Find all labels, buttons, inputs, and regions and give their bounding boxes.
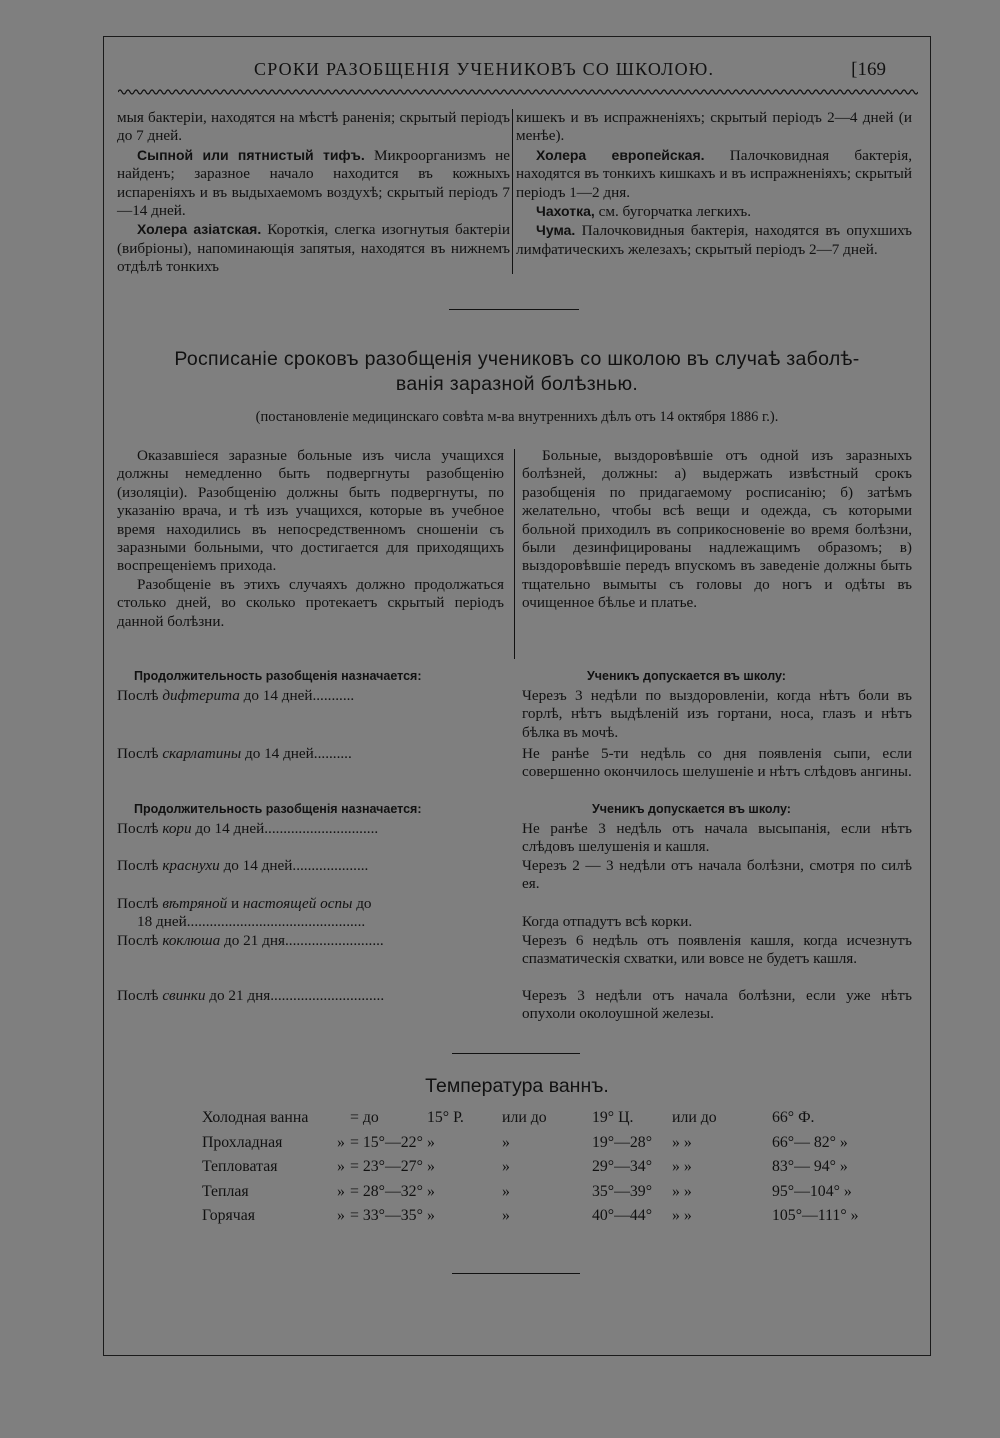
temperature-cell-q: »: [337, 1182, 345, 1200]
section-divider: [452, 1273, 580, 1274]
temperature-cell-q3: или до: [672, 1109, 717, 1126]
temperature-cell-name: Прохладная: [202, 1133, 283, 1151]
temperature-cell-q3: » »: [672, 1158, 692, 1175]
temperature-cell-name: Тепловатая: [202, 1158, 278, 1175]
term-prefix: Послѣ: [117, 857, 163, 874]
temperature-cell-r: »: [427, 1158, 435, 1175]
temperature-cell-f: 66° Ф.: [772, 1109, 815, 1126]
isolation-term: [117, 987, 502, 1005]
duration-heading: Продолжительность разобщенія назначается:: [134, 669, 422, 683]
leader-dots: ...............................................: [186, 913, 366, 931]
section-divider: [449, 309, 579, 310]
term-prefix: Послѣ: [117, 895, 163, 912]
temperature-cell-q3: » »: [672, 1133, 692, 1151]
term-duration: до 14 дней: [191, 820, 265, 837]
leader-dots: ..........: [313, 745, 352, 762]
temperature-cell-r: 15° Р.: [427, 1109, 464, 1126]
temperature-cell-c: 29°—34°: [592, 1158, 653, 1175]
disease-name: краснухи: [162, 857, 220, 874]
isolation-term: [117, 820, 502, 838]
term-duration: до 21 дня: [205, 987, 271, 1004]
temperature-cell-eq: = 15°—22°: [350, 1133, 423, 1151]
disease-entry: [516, 221, 912, 259]
term-conjunction: и: [227, 895, 243, 912]
admission-condition: Когда отпадутъ всѣ корки.: [522, 913, 693, 930]
temperature-cell-eq: = 33°—35°: [350, 1207, 423, 1224]
temperature-cell-q3: » »: [672, 1207, 692, 1224]
temperature-cell-c: 19°—28°: [592, 1133, 653, 1151]
temperature-cell-c: 19° Ц.: [592, 1109, 634, 1126]
disease-name: Холера европейская.: [536, 146, 705, 163]
disease-description: кишекъ и въ испражненіяхъ; скрытый періодъ 2—4 дней (и менѣе).: [516, 109, 912, 145]
section-divider: [452, 1053, 580, 1054]
top-left-column: [117, 109, 510, 277]
running-header: [104, 59, 930, 83]
temperature-cell-eq: = 23°—27°: [350, 1158, 423, 1175]
leader-dots: ...........: [312, 687, 355, 704]
isolation-term: [117, 895, 502, 932]
admission-condition: Не ранѣе 5-ти недѣль со дня появленія сыпи, если совершенно окончилось шелушеніе и нѣтъ слѣдовъ ангины.: [522, 745, 912, 781]
admission-heading: Ученикъ допускается въ школу:: [592, 802, 791, 816]
disease-name: Чума.: [536, 222, 576, 239]
disease-name: Сыпной или пятнистый тифъ.: [137, 146, 365, 163]
temperature-cell-name: Холодная ванна: [202, 1109, 309, 1126]
temperature-cell-q2: или до: [502, 1109, 547, 1126]
disease-name: настоящей оспы: [242, 895, 353, 912]
page-frame: [103, 36, 931, 1356]
disease-description: Микроорганизмъ не найденъ; заразное начало находится въ кожныхъ испареніяхъ и въ выдыхаемомъ воздухѣ; скрытый періодъ 7—14 дней.: [117, 146, 510, 220]
temperature-cell-c: 35°—39°: [592, 1182, 653, 1200]
term-prefix: Послѣ: [117, 687, 163, 704]
schedule-title: Росписаніе сроковъ разобщенія учениковъ со школою въ случаѣ заболѣ- ванія заразной болѣзнью.: [174, 348, 860, 395]
temperature-title: Температура ваннъ.: [425, 1075, 609, 1097]
disease-name: Холера азіатская.: [137, 221, 262, 238]
top-right-column: [516, 109, 912, 259]
intro-left: Оказавшіеся заразные больные изъ числа учащихся должны немедленно быть подвергнуты разобщенію (изоляціи). Разобщенію должны быть подвергнуты, по указанію врача, и тѣ изъ учащихся, которые въ учебное время находились въ непосредственномъ сношеніи съ заразными больными, что достигается для приходящихъ воспрещеніемъ прихода. Разобщеніе въ этихъ случаяхъ должно продолжаться столько дней, во сколько протекаетъ скрытый періодъ данной болѣзни.: [117, 447, 504, 630]
term-prefix: Послѣ: [117, 987, 163, 1004]
admission-condition: Не ранѣе 3 недѣль отъ начала высыпанія, если нѣтъ слѣдовъ шелушенія и кашля.: [522, 820, 912, 856]
term-prefix: Послѣ: [117, 932, 163, 949]
admission-condition: Черезъ 6 недѣль отъ появленія кашля, когда исчезнутъ спазматическія схватки, или вовсе не будетъ кашля.: [522, 932, 912, 968]
temperature-cell-c: 40°—44°: [592, 1207, 653, 1224]
temperature-cell-r: »: [427, 1182, 435, 1200]
temperature-cell-q2: »: [502, 1133, 510, 1151]
disease-entry: [117, 109, 510, 146]
temperature-cell-q2: »: [502, 1158, 510, 1175]
disease-entry: [117, 220, 510, 276]
leader-dots: ..............................: [264, 820, 379, 837]
leader-dots: ....................: [292, 857, 369, 874]
disease-entry: [117, 146, 510, 221]
isolation-term: [117, 745, 502, 763]
term-duration: до: [352, 895, 372, 912]
term-prefix: Послѣ: [117, 745, 163, 762]
isolation-term: [117, 857, 502, 875]
term-duration: 18 дней: [137, 913, 187, 931]
duration-heading: Продолжительность разобщенія назначается:: [134, 802, 422, 816]
disease-entry: [516, 146, 912, 202]
leader-dots: ..............................: [270, 987, 385, 1004]
disease-description: Палочковидныя бактерія, находятся въ опухшихъ лимфатическихъ железахъ; скрытый періодъ 2—7 дней.: [516, 222, 912, 258]
disease-name: Чахотка,: [536, 203, 595, 220]
disease-description: см. бугорчатка легкихъ.: [594, 203, 751, 221]
running-title: СРОКИ РАЗОБЩЕНІЯ УЧЕНИКОВЪ СО ШКОЛОЮ.: [254, 59, 715, 79]
temperature-cell-q: »: [337, 1133, 345, 1151]
temperature-cell-q2: »: [502, 1182, 510, 1200]
term-duration: до 14 дней: [241, 745, 314, 762]
temperature-cell-f: 66°— 82° »: [772, 1133, 848, 1151]
term-duration: до 14 дней: [219, 857, 293, 874]
disease-name: дифтерита: [162, 687, 240, 704]
temperature-cell-f: 83°— 94° »: [772, 1158, 848, 1175]
temperature-cell-q: »: [337, 1207, 345, 1224]
term-prefix: Послѣ: [117, 820, 163, 837]
temperature-cell-f: 105°—111° »: [772, 1207, 859, 1224]
temperature-cell-eq: = 28°—32°: [350, 1182, 423, 1200]
disease-entry: [516, 109, 912, 146]
disease-name: вѣтряной: [162, 895, 228, 912]
disease-entry: [516, 202, 912, 221]
temperature-cell-r: »: [427, 1207, 435, 1224]
disease-name: кори: [162, 820, 192, 837]
column-divider: [514, 449, 515, 659]
temperature-cell-f: 95°—104° »: [772, 1182, 852, 1200]
column-divider: [512, 109, 513, 274]
leader-dots: ..........................: [284, 932, 384, 949]
temperature-cell-r: »: [427, 1133, 435, 1151]
temperature-cell-eq: = до: [350, 1109, 379, 1126]
page-number: [169: [851, 59, 886, 80]
disease-name: свинки: [162, 987, 206, 1004]
temperature-cell-q3: » »: [672, 1182, 692, 1200]
temperature-cell-q: »: [337, 1158, 345, 1175]
temperature-cell-q2: »: [502, 1207, 510, 1224]
disease-name: коклюша: [162, 932, 221, 949]
admission-condition: Черезъ 3 недѣли по выздоровленіи, когда нѣтъ боли въ горлѣ, нѣтъ выдѣленій изъ гортани, носа, глазъ и нѣтъ бѣлка въ мочѣ.: [522, 687, 912, 741]
wavy-rule: [118, 87, 918, 97]
intro-right: Больные, выздоровѣвшіе отъ одной изъ заразныхъ болѣзней, должны: а) выдержать извѣстный срокъ разобщенія по придагаемому росписанію; б) затѣмъ желательно, чтобы всѣ вещи и одежда, съ которыми больной приходилъ въ соприкосновеніе во время болѣзни, были дезинфицированы надлежащимъ образомъ; в) выздоровѣвшіе передъ впускомъ въ заведеніе должны быть тщательно вымыты съ головы до ногъ и одѣты въ очищенное бѣлье и платье.: [522, 447, 912, 612]
admission-condition: Черезъ 3 недѣли отъ начала болѣзни, если уже нѣтъ опухоли околоушной железы.: [522, 987, 912, 1023]
disease-description: Палочковидная бактерія, находятся въ тонкихъ кишкахъ и въ испражненіяхъ; скрытый періодъ 1—2 дня.: [516, 146, 913, 201]
term-duration: до 14 дней: [239, 687, 313, 704]
isolation-term: [117, 687, 502, 705]
term-duration: до 21 дня: [220, 932, 285, 949]
disease-name: скарлатины: [162, 745, 242, 762]
schedule-subtitle: (постановленіе медицинскаго совѣта м-ва внутреннихъ дѣлъ отъ 14 октября 1886 г.).: [255, 409, 779, 425]
disease-description: мыя бактеріи, находятся на мѣстѣ раненія; скрытый періодъ до 7 дней.: [117, 109, 510, 145]
temperature-cell-name: Горячая: [202, 1207, 256, 1224]
admission-heading: Ученикъ допускается въ школу:: [587, 669, 786, 683]
disease-description: Короткія, слегка изогнутыя бактеріи (вибріоны), напоминающія запятыя, находятся въ нижнемъ отдѣлѣ тонкихъ: [117, 221, 511, 276]
temperature-cell-name: Теплая: [202, 1182, 249, 1200]
admission-condition: Черезъ 2 — 3 недѣли отъ начала болѣзни, смотря по силѣ ея.: [522, 857, 912, 893]
isolation-term: [117, 932, 502, 950]
